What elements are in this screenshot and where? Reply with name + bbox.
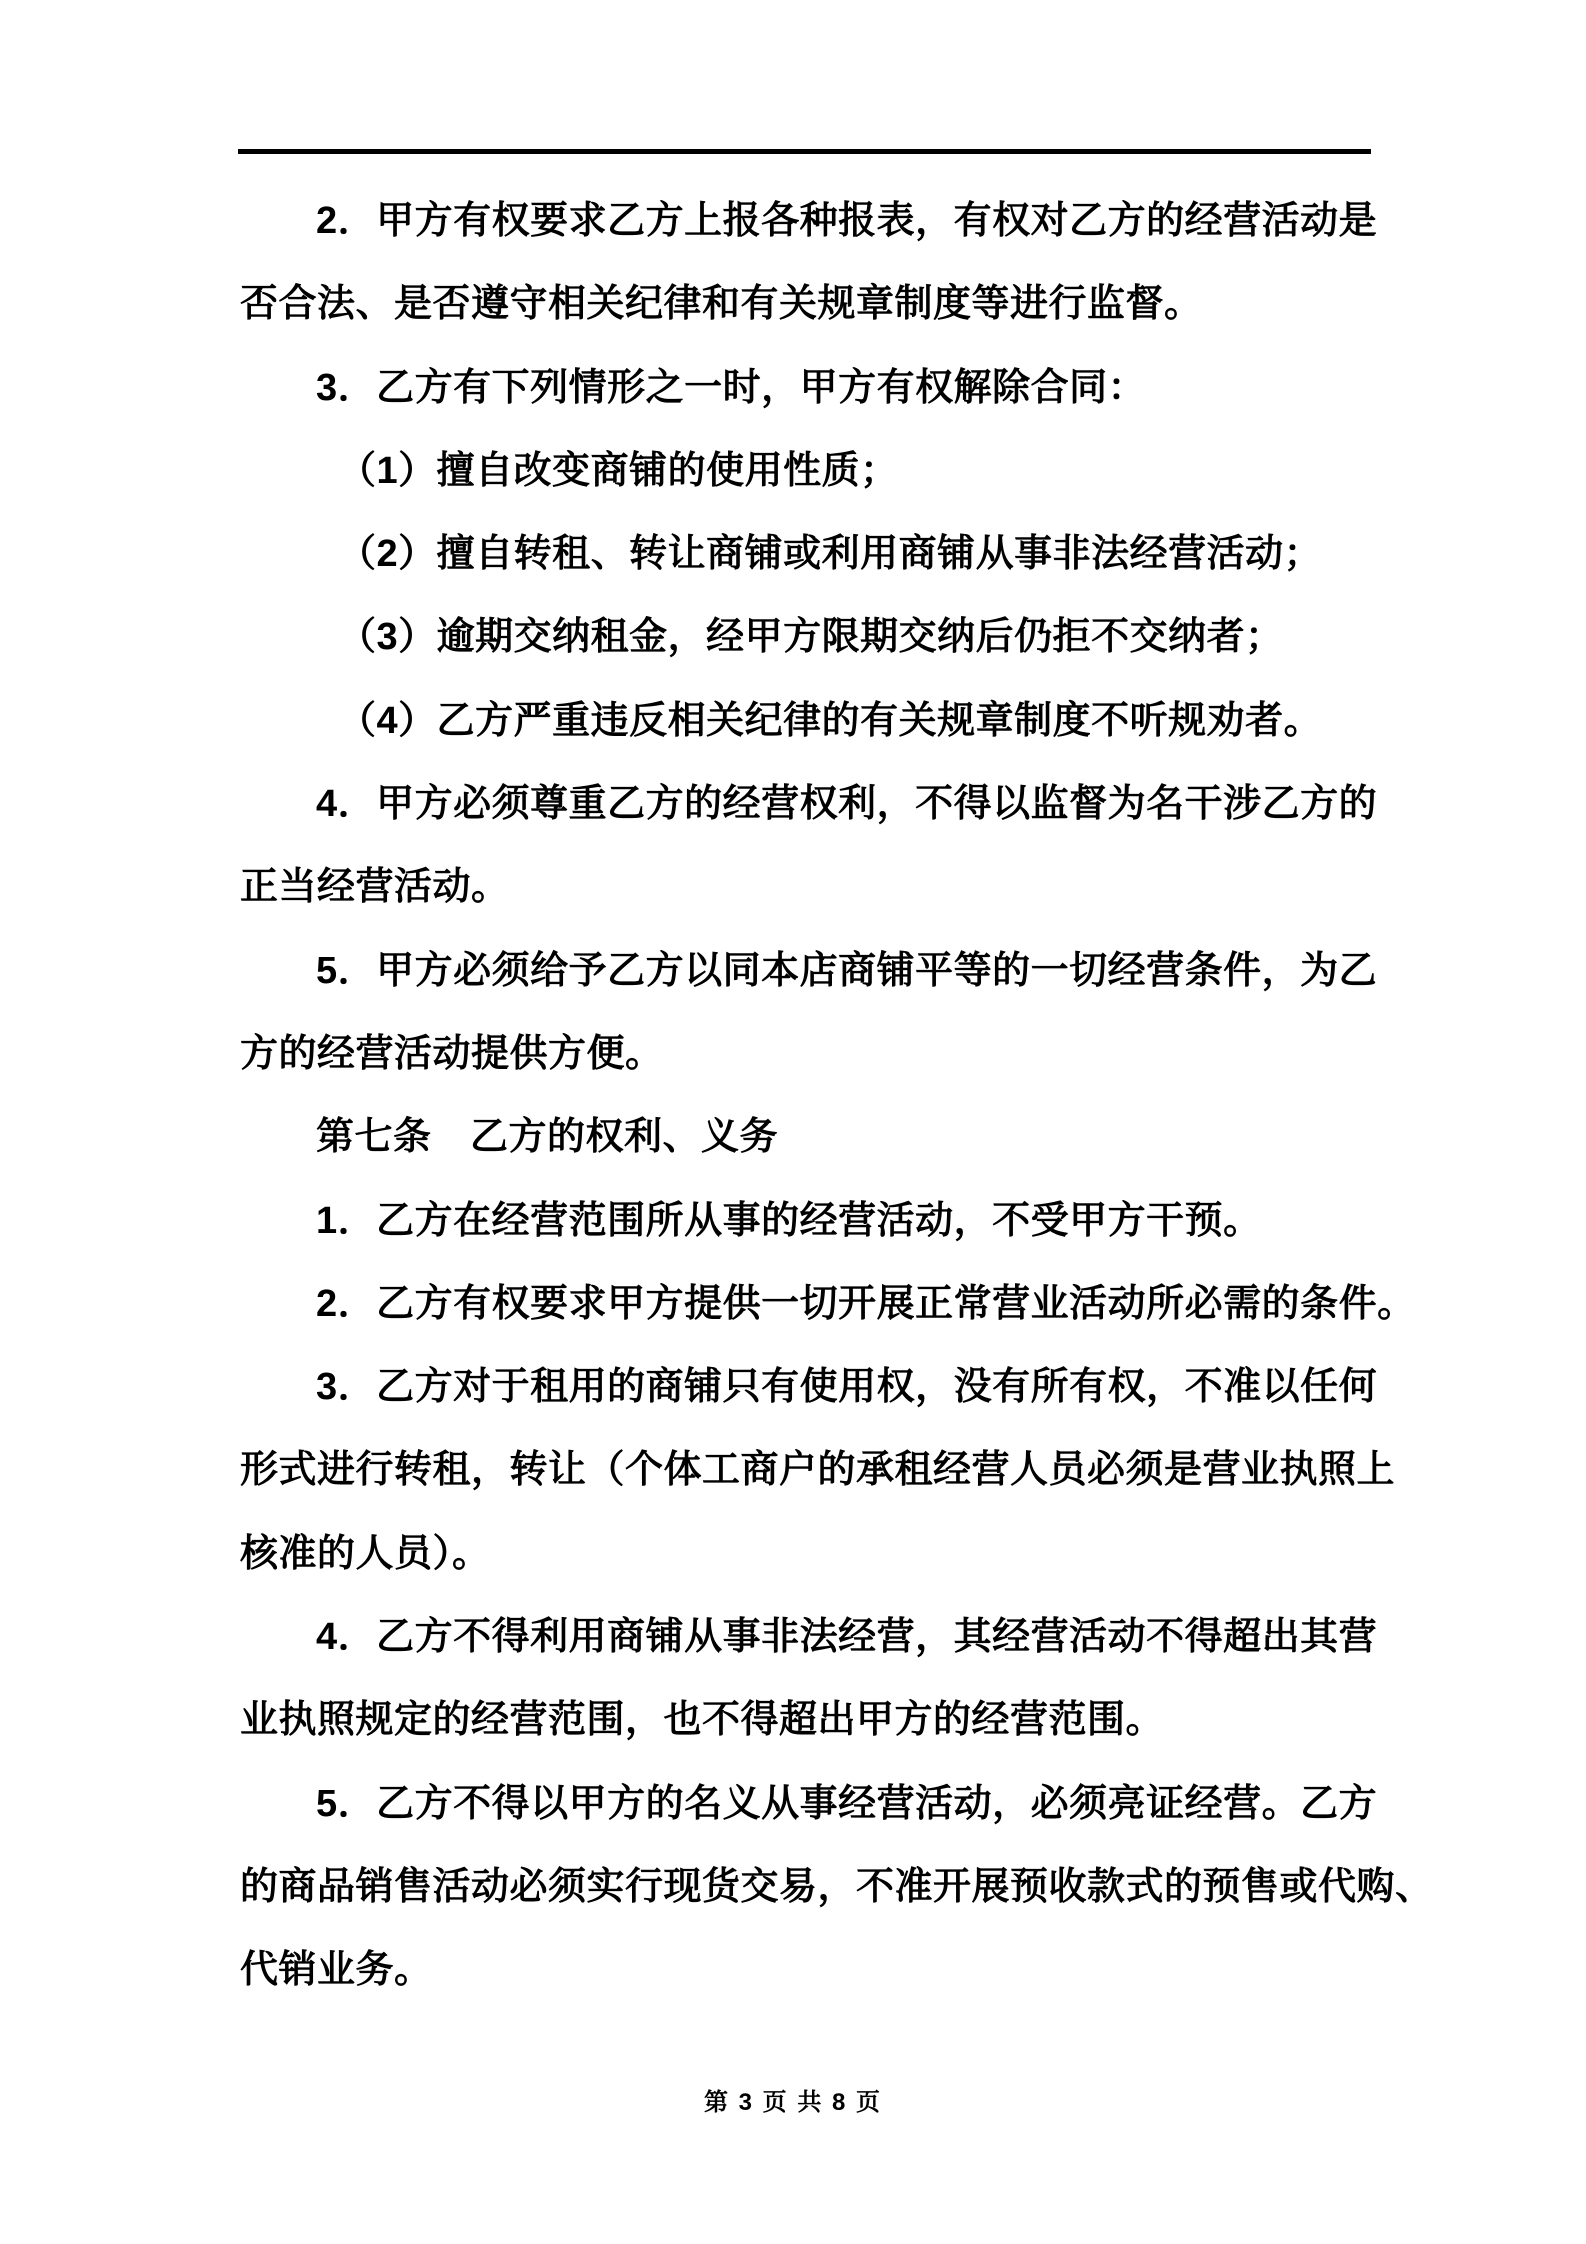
document-line: （1）擅自改变商铺的使用性质； <box>338 449 899 492</box>
document-body <box>240 180 1434 2013</box>
document-line: 正当经营活动。 <box>240 866 510 909</box>
document-line: 方的经营活动提供方便。 <box>240 1032 664 1075</box>
document-line: 核准的人员）。 <box>240 1532 491 1575</box>
document-line: 5．乙方不得以甲方的名义从事经营活动，必须亮证经营。乙方 <box>316 1782 1378 1825</box>
document-line: 3．乙方对于租用的商铺只有使用权，没有所有权，不准以任何 <box>316 1366 1378 1409</box>
document-line: （3）逾期交纳租金，经甲方限期交纳后仍拒不交纳者； <box>338 616 1284 659</box>
document-line: 4．乙方不得利用商铺从事非法经营，其经营活动不得超出其营 <box>316 1616 1378 1659</box>
document-line: 的商品销售活动必须实行现货交易，不准开展预收款式的预售或代购、 <box>240 1865 1434 1908</box>
document-line: 形式进行转租，转让（个体工商户的承租经营人员必须是营业执照上 <box>240 1449 1396 1492</box>
page-footer: 第 3 页 共 8 页 <box>703 2089 883 2116</box>
document-line: 3．乙方有下列情形之一时，甲方有权解除合同： <box>316 366 1147 409</box>
document-line: 否合法、是否遵守相关纪律和有关规章制度等进行监督。 <box>240 283 1203 326</box>
document-line: 1．乙方在经营范围所从事的经营活动，不受甲方干预。 <box>316 1199 1262 1242</box>
document-line: 4．甲方必须尊重乙方的经营权利，不得以监督为名干涉乙方的 <box>316 783 1378 826</box>
document-line: 5．甲方必须给予乙方以同本店商铺平等的一切经营条件，为乙 <box>316 949 1378 992</box>
document-line: 2．甲方有权要求乙方上报各种报表，有权对乙方的经营活动是 <box>316 200 1378 242</box>
document-line: （2）擅自转租、转让商铺或利用商铺从事非法经营活动； <box>338 533 1323 576</box>
document-line: 业执照规定的经营范围，也不得超出甲方的经营范围。 <box>240 1699 1165 1742</box>
document-line: 2．乙方有权要求甲方提供一切开展正常营业活动所必需的条件。 <box>316 1282 1416 1325</box>
document-line: （4）乙方严重违反相关纪律的有关规章制度不听规劝者。 <box>338 699 1323 742</box>
document-line: 第七条 乙方的权利、义务 <box>316 1116 779 1159</box>
header-rule <box>238 149 1371 154</box>
document-line: 代销业务。 <box>240 1949 433 1992</box>
